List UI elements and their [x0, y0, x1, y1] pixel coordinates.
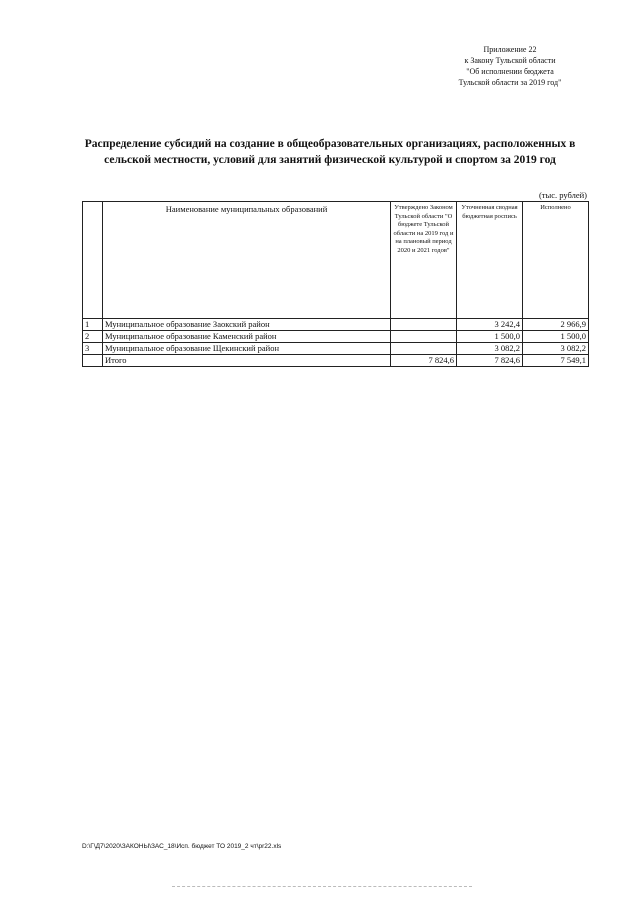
header-name: Наименование муниципальных образований: [103, 202, 391, 319]
row-executed: 3 082,2: [523, 343, 589, 355]
scan-artifact-line: [172, 886, 472, 887]
total-executed: 7 549,1: [523, 355, 589, 367]
appendix-line-3: "Об исполнении бюджета: [466, 67, 554, 76]
row-index: 3: [83, 343, 103, 355]
table-row: [83, 319, 589, 331]
subsidy-table: [82, 201, 589, 367]
header-index: [83, 202, 103, 319]
total-label: Итого: [103, 355, 391, 367]
row-approved: [391, 343, 457, 355]
appendix-line-1: Приложение 22: [483, 45, 537, 54]
row-name: Муниципальное образование Заокский район: [103, 319, 391, 331]
units-label: (тыс. рублей): [538, 190, 587, 200]
row-executed: 1 500,0: [523, 331, 589, 343]
title-line-2: сельской местности, условий для занятий физической культурой и спортом за 2019 год: [104, 154, 556, 166]
total-approved: 7 824,6: [391, 355, 457, 367]
row-index: 2: [83, 331, 103, 343]
document-title: [70, 136, 590, 168]
table-row: [83, 331, 589, 343]
row-name: Муниципальное образование Щекинский район: [103, 343, 391, 355]
row-approved: [391, 331, 457, 343]
table-row: [83, 343, 589, 355]
appendix-note: [410, 44, 610, 88]
row-index: 1: [83, 319, 103, 331]
header-executed: Исполнено: [523, 202, 589, 319]
appendix-line-2: к Закону Тульской области: [464, 56, 556, 65]
row-approved: [391, 319, 457, 331]
row-name: Муниципальное образование Каменский район: [103, 331, 391, 343]
table-header-row: [83, 202, 589, 319]
row-revised: 1 500,0: [457, 331, 523, 343]
appendix-line-4: Тульской области за 2019 год": [458, 78, 562, 87]
header-revised: Уточненная сводная бюджетная роспись: [457, 202, 523, 319]
row-revised: 3 082,2: [457, 343, 523, 355]
total-revised: 7 824,6: [457, 355, 523, 367]
row-revised: 3 242,4: [457, 319, 523, 331]
file-path-footer: D:\Г\Д7\2020\ЗАКОНЫ\ЗАС_18\Исп. бюджет ТО 2019_2 чт\рr22.xls: [82, 843, 282, 850]
header-approved: Утверждено Законом Тульской области "О бюджете Тульской области на 2019 год и на плановый период 2020 и 2021 годов": [391, 202, 457, 319]
total-row: [83, 355, 589, 367]
title-line-1: Распределение субсидий на создание в общеобразовательных организациях, расположенных в: [84, 138, 576, 150]
total-index: [83, 355, 103, 367]
row-executed: 2 966,9: [523, 319, 589, 331]
